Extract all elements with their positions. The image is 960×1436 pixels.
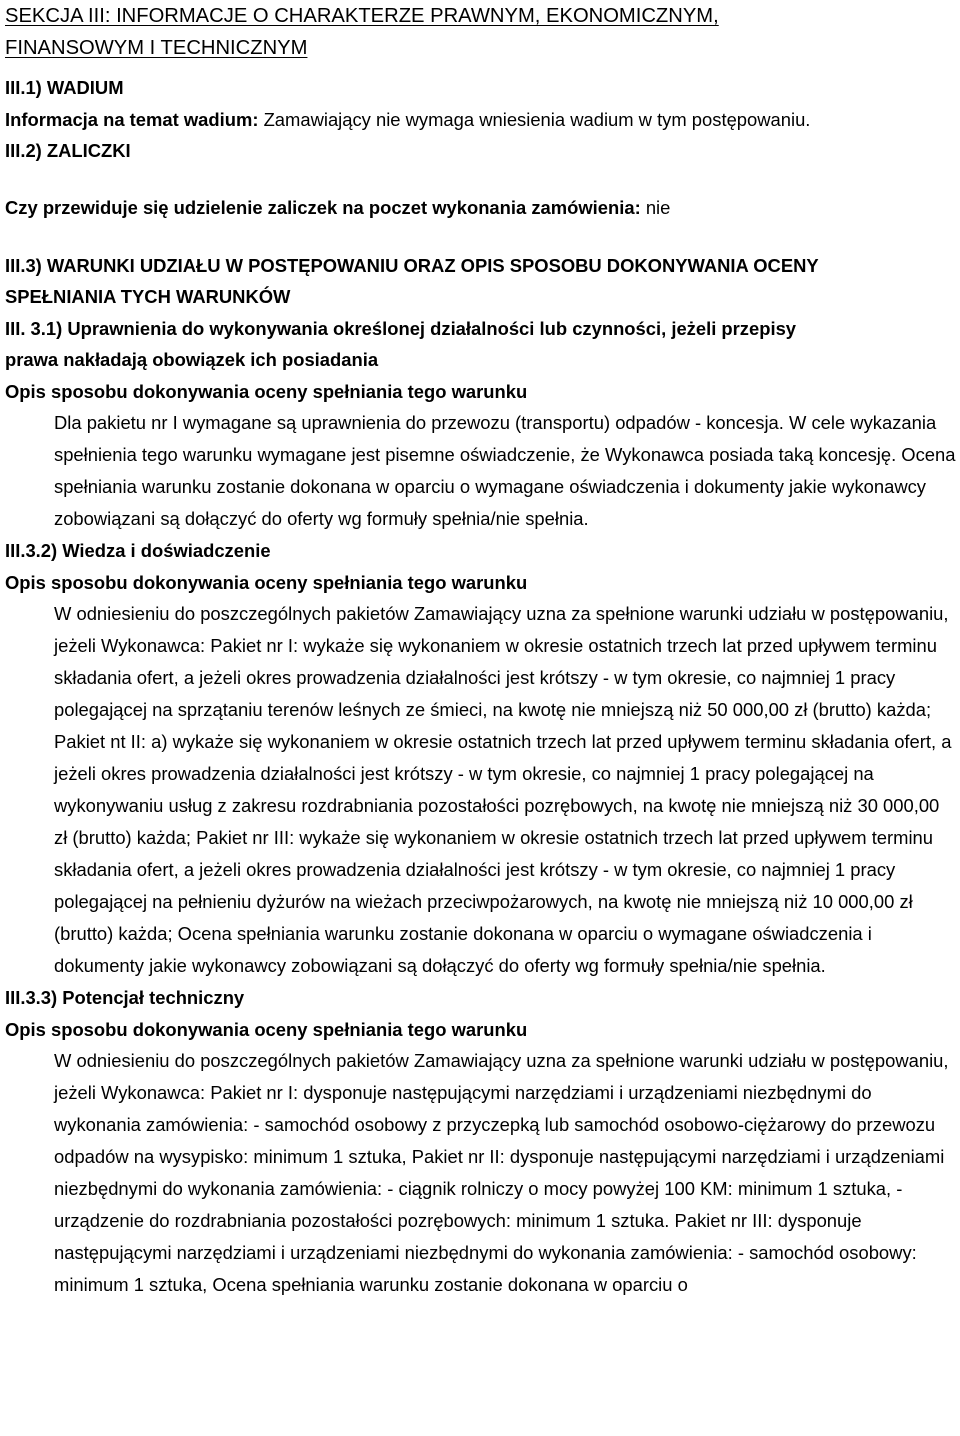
potencjal-body: W odniesieniu do poszczególnych pakietów Zamawiający uzna za spełnione warunki udziału w postępowaniu, jeżeli Wykonawca: Pakiet nr I: dysponuje następującymi narzędziami i urządzeniami niezbędnymi do wykonania zamówienia: - samochód osobowy z przyczepką lub samochód osobowo-ciężarowy do przewozu odpadów na wysypisko: minimum 1 sztuka, Pakiet nr II: dysponuje następującymi narzędziami i urządzeniami niezbędnymi do wykonania zamówienia: - ciągnik rolniczy o mocy powyżej 100 KM: minimum 1 sztuka, - urządzenie do rozdrabniania pozostałości pozrębowych: minimum 1 sztuka. Pakiet nr III: dysponuje następującymi narzędziami i urządzeniami niezbędnymi do wykonania zamówienia: - samochód osobowy: minimum 1 sztuka, Ocena spełniania warunku zostanie dokonana w oparciu o (54, 1050, 949, 1296)
warunki-heading-line-1: III.3) WARUNKI UDZIAŁU W POSTĘPOWANIU ORAZ OPIS SPOSOBU DOKONYWANIA OCENY (5, 254, 819, 276)
warunki-heading (5, 250, 956, 313)
uprawnienia-heading-line-1: III. 3.1) Uprawnienia do wykonywania określonej działalności lub czynności, jeżeli przepisy (5, 317, 797, 339)
uprawnienia-heading (5, 313, 956, 376)
section-title-line-2: FINANSOWYM I TECHNICZNYM (5, 36, 308, 59)
uprawnienia-opis-label: Opis sposobu dokonywania oceny spełniania tego warunku (5, 380, 528, 402)
wiedza-opis-label: Opis sposobu dokonywania oceny spełniania tego warunku (5, 571, 528, 593)
wadium-info (5, 104, 956, 135)
uprawnienia-body: Dla pakietu nr I wymagane są uprawnienia do przewozu (transportu) odpadów - koncesja. W cele wykazania spełnienia tego warunku wymagane jest pisemne oświadczenie, że Wykonawca posiada taką koncesję. Ocena spełniania warunku zostanie dokonana w oparciu o wymagane oświadczenia i dokumenty jakie wykonawcy zobowiązani są dołączyć do oferty wg formuły spełnia/nie spełnia. (54, 412, 956, 530)
zaliczki-value: nie (645, 197, 671, 219)
zaliczki-heading: III.2) ZALICZKI (5, 139, 131, 161)
zaliczki-info (5, 192, 956, 223)
section-title (5, 0, 956, 64)
wadium-label: Informacja na temat wadium: (5, 108, 259, 130)
potencjal-opis-label: Opis sposobu dokonywania oceny spełniania tego warunku (5, 1018, 528, 1040)
potencjal-heading: III.3.3) Potencjał techniczny (5, 987, 245, 1009)
wiedza-body: W odniesieniu do poszczególnych pakietów Zamawiający uzna za spełnione warunki udziału w postępowaniu, jeżeli Wykonawca: Pakiet nr I: wykaże się wykonaniem w okresie ostatnich trzech lat przed upływem terminu składania ofert, a jeżeli okres prowadzenia działalności jest krótszy - w tym okresie, co najmniej 1 pracy polegającej na sprzątaniu terenów leśnych ze śmieci, na kwotę nie mniejszą niż 50 000,00 zł (brutto) każda; Pakiet nt II: a) wykaże się wykonaniem w okresie ostatnich trzech lat przed upływem terminu składania ofert, a jeżeli okres prowadzenia działalności jest krótszy - w tym okresie, co najmniej 1 pracy polegającej na wykonywaniu usług z zakresu rozdrabniania pozostałości pozrębowych, na kwotę nie mniejszą niż 30 000,00 zł (brutto) każda; Pakiet nr III: wykaże się wykonaniem w okresie ostatnich trzech lat przed upływem terminu składania ofert, a jeżeli okres prowadzenia działalności jest krótszy - w tym okresie, co najmniej 1 pracy polegającej na pełnieniu dyżurów na wieżach przeciwpożarowych, na kwotę nie mniejszą niż 10 000,00 zł (brutto) każda; Ocena spełniania warunku zostanie dokonana w oparciu o wymagane oświadczenia i dokumenty jakie wykonawcy zobowiązani są dołączyć do oferty wg formuły spełnia/nie spełnia. (54, 603, 952, 977)
wadium-value: Zamawiający nie wymaga wniesienia wadium w tym postępowaniu. (263, 108, 811, 130)
zaliczki-label: Czy przewiduje się udzielenie zaliczek na poczet wykonania zamówienia: (5, 197, 641, 219)
warunki-heading-line-2: SPEŁNIANIA TYCH WARUNKÓW (5, 286, 291, 308)
uprawnienia-heading-line-2: prawa nakładają obowiązek ich posiadania (5, 349, 379, 371)
wiedza-heading: III.3.2) Wiedza i doświadczenie (5, 540, 271, 562)
section-title-line-1: SEKCJA III: INFORMACJE O CHARAKTERZE PRAWNYM, EKONOMICZNYM, (5, 5, 719, 27)
wadium-heading: III.1) WADIUM (5, 77, 124, 98)
